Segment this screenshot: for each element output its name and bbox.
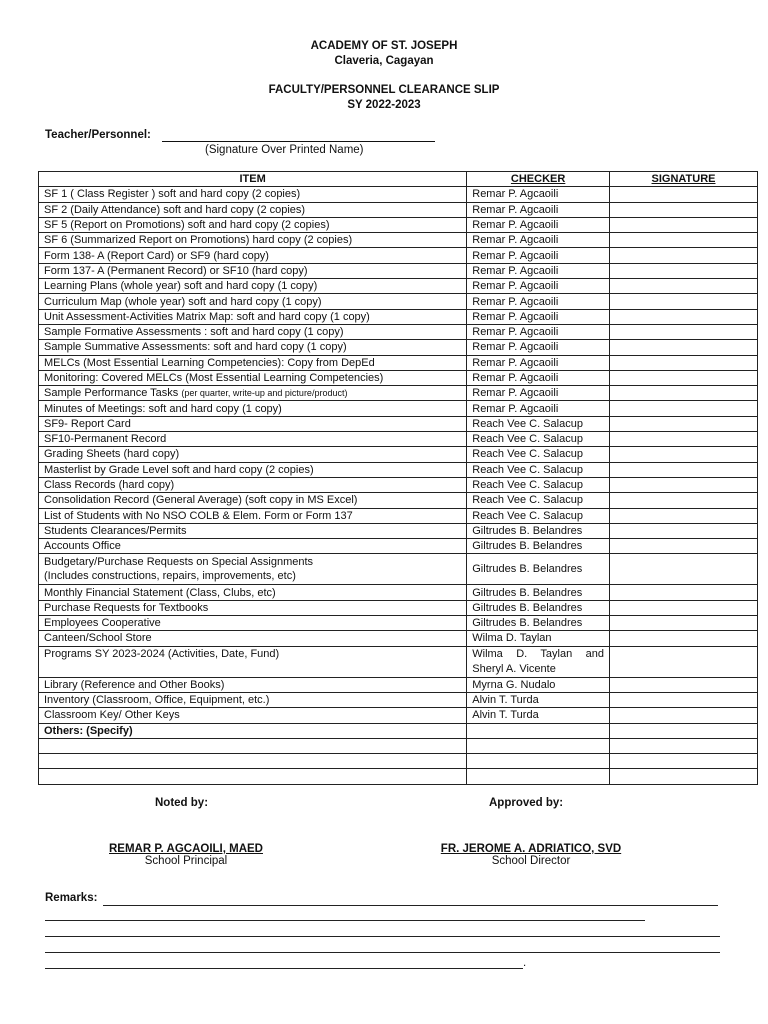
row-signature[interactable]: [610, 279, 758, 294]
table-row: [39, 432, 758, 447]
table-row: [39, 493, 758, 508]
row-item: [39, 523, 467, 538]
programs-checker-line2: Sheryl A. Vicente: [472, 662, 556, 675]
table-row: [39, 217, 758, 232]
row-signature[interactable]: [610, 187, 758, 202]
row-signature[interactable]: [610, 462, 758, 477]
row-item: [39, 279, 467, 294]
table-row: [39, 248, 758, 263]
row-item: [39, 616, 467, 631]
row-item-text: Consolidation Record (General Average) (soft copy in MS Excel): [44, 494, 358, 507]
blank-row: [39, 769, 758, 784]
row-signature[interactable]: [610, 493, 758, 508]
remarks-line[interactable]: [45, 968, 523, 969]
row-signature[interactable]: [610, 523, 758, 538]
row-checker: Reach Vee C. Salacup: [467, 432, 610, 447]
row-checker: Remar P. Agcaoili: [467, 309, 610, 324]
remarks-line[interactable]: [45, 952, 720, 953]
row-signature[interactable]: [610, 248, 758, 263]
row-signature[interactable]: [610, 355, 758, 370]
row-checker: Reach Vee C. Salacup: [467, 447, 610, 462]
row-item: [39, 432, 467, 447]
table-row: [39, 677, 758, 692]
row-item: [39, 233, 467, 248]
remarks-line[interactable]: [45, 936, 720, 937]
row-item: [39, 631, 467, 646]
row-checker: Remar P. Agcaoili: [467, 248, 610, 263]
row-checker: Remar P. Agcaoili: [467, 401, 610, 416]
row-item: [39, 416, 467, 431]
row-checker: Reach Vee C. Salacup: [467, 477, 610, 492]
school-name: ACADEMY OF ST. JOSEPH: [310, 40, 458, 52]
row-item: [39, 554, 467, 585]
row-item: [39, 677, 467, 692]
table-row: [39, 585, 758, 600]
row-checker: [467, 646, 610, 677]
row-signature[interactable]: [610, 631, 758, 646]
row-item: [39, 692, 467, 707]
row-item: [39, 263, 467, 278]
row-item-text: Employees Cooperative: [44, 617, 161, 630]
table-row: [39, 646, 758, 677]
clearance-table: [38, 171, 758, 785]
row-checker: Reach Vee C. Salacup: [467, 508, 610, 523]
principal-block: [86, 843, 286, 867]
row-signature[interactable]: [610, 294, 758, 309]
document-title: FACULTY/PERSONNEL CLEARANCE SLIP: [268, 84, 500, 96]
row-checker: Remar P. Agcaoili: [467, 370, 610, 385]
row-checker: Alvin T. Turda: [467, 692, 610, 707]
row-signature[interactable]: [610, 324, 758, 339]
row-checker: Remar P. Agcaoili: [467, 202, 610, 217]
row-signature[interactable]: [610, 233, 758, 248]
approved-by-label: Approved by:: [489, 797, 564, 809]
header-signature: SIGNATURE: [610, 172, 758, 187]
row-checker: Giltrudes B. Belandres: [467, 600, 610, 615]
remarks-label: Remarks:: [45, 892, 98, 904]
row-item: [39, 355, 467, 370]
table-row: [39, 447, 758, 462]
table-row: [39, 324, 758, 339]
row-item: [39, 600, 467, 615]
table-row: [39, 523, 758, 538]
row-checker: [467, 723, 610, 738]
header-checker: CHECKER: [467, 172, 610, 187]
row-checker: Giltrudes B. Belandres: [467, 539, 610, 554]
row-item-text: Monitoring: Covered MELCs (Most Essential Learning Competencies): [44, 372, 384, 384]
row-checker: Remar P. Agcaoili: [467, 279, 610, 294]
row-item-text: Grading Sheets (hard copy): [44, 448, 180, 461]
row-signature[interactable]: [610, 477, 758, 492]
principal-name: REMAR P. AGCAOILI, MAED: [109, 843, 263, 855]
row-item-text: Unit Assessment-Activities Matrix Map: soft and hard copy (1 copy): [44, 310, 370, 323]
table-row: [39, 401, 758, 416]
row-signature[interactable]: [610, 554, 758, 585]
row-signature[interactable]: [610, 600, 758, 615]
row-item-text: MELCs (Most Essential Learning Competencies): Copy from DepEd: [44, 356, 375, 369]
row-signature[interactable]: [610, 508, 758, 523]
row-item-text: SF9- Report Card: [44, 417, 131, 430]
table-row: [39, 279, 758, 294]
row-signature[interactable]: [610, 616, 758, 631]
row-item: [39, 585, 467, 600]
row-item: [39, 508, 467, 523]
row-checker: Remar P. Agcaoili: [467, 187, 610, 202]
row-signature[interactable]: [610, 263, 758, 278]
row-checker: Remar P. Agcaoili: [467, 340, 610, 355]
row-signature[interactable]: [610, 309, 758, 324]
row-signature[interactable]: [610, 416, 758, 431]
row-checker: Reach Vee C. Salacup: [467, 416, 610, 431]
row-signature[interactable]: [610, 723, 758, 738]
row-item: [39, 708, 467, 723]
school-location: Claveria, Cagayan: [334, 55, 434, 67]
row-checker: Alvin T. Turda: [467, 708, 610, 723]
row-checker: Remar P. Agcaoili: [467, 294, 610, 309]
table-row: [39, 187, 758, 202]
teacher-signature-line: [162, 141, 435, 142]
row-item: [39, 370, 467, 385]
row-item-text: Sample Summative Assessments: soft and hard copy (1 copy): [44, 341, 347, 354]
row-signature[interactable]: [610, 202, 758, 217]
remarks-line[interactable]: [103, 905, 718, 906]
row-checker: Remar P. Agcaoili: [467, 217, 610, 232]
table-header-row: [39, 172, 758, 187]
row-checker: Giltrudes B. Belandres: [467, 616, 610, 631]
row-item-text: Accounts Office: [44, 540, 121, 553]
row-item: [39, 477, 467, 492]
row-checker: Myrna G. Nudalo: [467, 677, 610, 692]
table-row: [39, 600, 758, 615]
table-row: [39, 708, 758, 723]
row-checker: Wilma D. Taylan: [467, 631, 610, 646]
header-item: ITEM: [39, 172, 467, 187]
director-block: [416, 843, 646, 867]
row-item: [39, 248, 467, 263]
row-item-text: Library (Reference and Other Books): [44, 678, 225, 691]
teacher-caption: (Signature Over Printed Name): [205, 144, 364, 156]
row-item-text: Inventory (Classroom, Office, Equipment, etc.): [44, 694, 270, 707]
row-item: [39, 202, 467, 217]
table-row: [39, 386, 758, 401]
row-item-text: SF10-Permanent Record: [44, 433, 167, 446]
row-signature[interactable]: [610, 370, 758, 385]
remarks-end: .: [523, 957, 527, 969]
table-row: [39, 416, 758, 431]
budget-item-line1: Budgetary/Purchase Requests on Special Assignments: [44, 555, 314, 568]
table-row: [39, 294, 758, 309]
row-item: [39, 217, 467, 232]
row-item-text: Curriculum Map (whole year) soft and hard copy (1 copy): [44, 295, 322, 308]
noted-by-label: Noted by:: [155, 797, 209, 809]
table-row: [39, 233, 758, 248]
row-item: [39, 386, 467, 401]
table-row: [39, 554, 758, 585]
row-item-text: SF 2 (Daily Attendance) soft and hard copy (2 copies): [44, 203, 306, 216]
row-signature[interactable]: [610, 217, 758, 232]
row-item-text: List of Students with No NSO COLB & Elem. Form or Form 137: [44, 509, 353, 522]
budget-item-line2: (Includes constructions, repairs, improvements, etc): [44, 570, 296, 583]
row-checker: Reach Vee C. Salacup: [467, 462, 610, 477]
table-row: [39, 370, 758, 385]
table-row: [39, 202, 758, 217]
row-item-text: Learning Plans (whole year) soft and hard copy (1 copy): [44, 280, 318, 293]
row-checker: Reach Vee C. Salacup: [467, 493, 610, 508]
row-item: [39, 493, 467, 508]
row-item: [39, 309, 467, 324]
row-checker: Giltrudes B. Belandres: [467, 585, 610, 600]
row-item: [39, 294, 467, 309]
row-signature[interactable]: [610, 585, 758, 600]
director-title: School Director: [491, 855, 571, 867]
row-item: [39, 187, 467, 202]
row-item-text: SF 6 (Summarized Report on Promotions) hard copy (2 copies): [44, 234, 353, 247]
row-item: [39, 324, 467, 339]
blank-row: [39, 754, 758, 769]
row-checker: Remar P. Agcaoili: [467, 386, 610, 401]
table-row: [39, 692, 758, 707]
row-item-text: Class Records (hard copy): [44, 479, 175, 492]
others-label: Others: (Specify): [39, 723, 467, 738]
row-item-text: Minutes of Meetings: soft and hard copy (1 copy): [44, 402, 282, 415]
row-item-text: SF 1 ( Class Register ) soft and hard copy (2 copies): [44, 188, 301, 201]
row-signature[interactable]: [610, 646, 758, 677]
row-item-note: (per quarter, write-up and picture/product): [181, 388, 348, 399]
row-signature[interactable]: [610, 386, 758, 401]
others-row: [39, 723, 758, 738]
row-item-text: Purchase Requests for Textbooks: [44, 601, 209, 614]
table-row: [39, 539, 758, 554]
row-item: Programs SY 2023-2024 (Activities, Date, Fund): [39, 646, 467, 677]
table-row: [39, 309, 758, 324]
row-signature[interactable]: [610, 432, 758, 447]
row-signature[interactable]: [610, 539, 758, 554]
row-signature[interactable]: [610, 677, 758, 692]
row-signature[interactable]: [610, 401, 758, 416]
row-signature[interactable]: [610, 447, 758, 462]
teacher-label: Teacher/Personnel:: [45, 129, 151, 141]
row-checker: Remar P. Agcaoili: [467, 355, 610, 370]
row-checker: Remar P. Agcaoili: [467, 233, 610, 248]
row-item-text: Sample Formative Assessments : soft and hard copy (1 copy): [44, 326, 344, 339]
row-item: [39, 462, 467, 477]
row-item-text: Monthly Financial Statement (Class, Clubs, etc): [44, 586, 276, 599]
table-row: [39, 340, 758, 355]
remarks-line[interactable]: [45, 920, 645, 921]
table-row: [39, 462, 758, 477]
row-item: [39, 340, 467, 355]
blank-row: [39, 738, 758, 753]
table-row: [39, 263, 758, 278]
row-item-text: Sample Performance Tasks: [44, 387, 179, 400]
row-item: [39, 539, 467, 554]
table-row: [39, 508, 758, 523]
row-item-text: Students Clearances/Permits: [44, 524, 187, 537]
row-item-text: SF 5 (Report on Promotions) soft and hard copy (2 copies): [44, 219, 330, 232]
row-item-text: Form 137- A (Permanent Record) or SF10 (hard copy): [44, 264, 308, 277]
row-item-text: Form 138- A (Report Card) or SF9 (hard copy): [44, 249, 269, 262]
table-row: [39, 477, 758, 492]
row-item-text: Classroom Key/ Other Keys: [44, 709, 180, 722]
table-row: [39, 616, 758, 631]
row-checker: Giltrudes B. Belandres: [467, 523, 610, 538]
table-row: [39, 355, 758, 370]
row-checker: Remar P. Agcaoili: [467, 263, 610, 278]
table-row: [39, 631, 758, 646]
row-checker: Remar P. Agcaoili: [467, 324, 610, 339]
programs-checker-line1: Wilma D. Taylan and: [472, 648, 604, 661]
row-item-text: Masterlist by Grade Level soft and hard copy (2 copies): [44, 463, 314, 476]
row-item: [39, 401, 467, 416]
row-signature[interactable]: [610, 692, 758, 707]
row-signature[interactable]: [610, 340, 758, 355]
school-year: SY 2022-2023: [347, 99, 421, 111]
director-name: FR. JEROME A. ADRIATICO, SVD: [440, 843, 622, 855]
row-item-text: Canteen/School Store: [44, 632, 152, 645]
row-signature[interactable]: [610, 708, 758, 723]
row-item: [39, 447, 467, 462]
principal-title: School Principal: [144, 855, 228, 867]
row-checker: Giltrudes B. Belandres: [467, 554, 610, 585]
